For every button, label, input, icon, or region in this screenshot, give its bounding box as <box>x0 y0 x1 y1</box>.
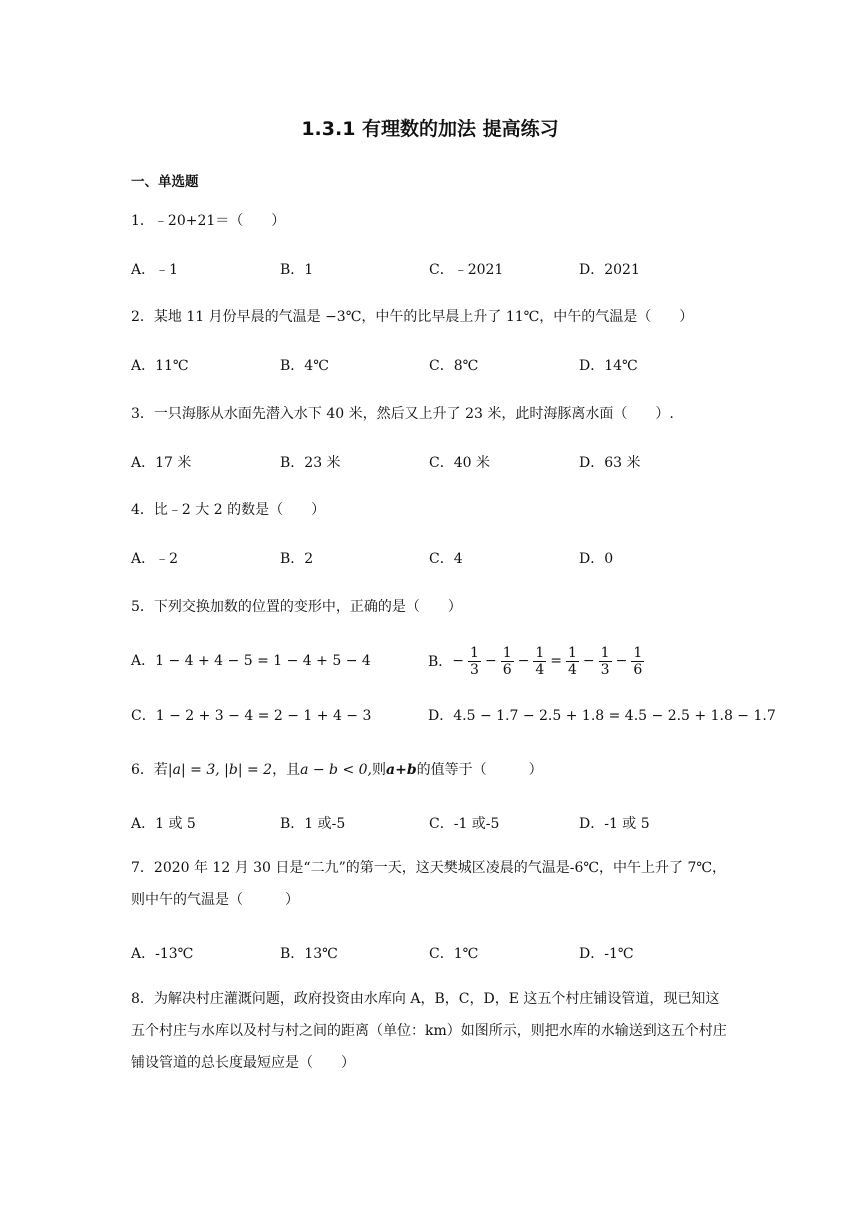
numerator: 1 <box>502 644 512 661</box>
fraction <box>468 645 481 678</box>
question-8: 8．为解决村庄灌溉问题，政府投资由水库向 A，B，C，D，E 这五个村庄铺设管道，现已知这五个村庄与水库以及村与村之间的距离（单位：km）如图所示，则把水库的水输送到这五个村庄铺设管道的总长度最短应是（ ） <box>131 991 727 1071</box>
denominator: 4 <box>568 661 577 678</box>
question-1: 1．﹣20+21＝（ ） <box>131 213 286 229</box>
option-b: B．13℃ <box>280 946 338 962</box>
question-1-options <box>131 260 751 280</box>
question-4-options <box>131 549 751 569</box>
option-a: A．1 − 4 + 4 − 5 = 1 − 4 + 5 − 4 <box>131 653 371 669</box>
option-c: C．4 <box>429 551 463 567</box>
minus-sign: − <box>615 653 628 669</box>
numerator: 1 <box>600 644 610 661</box>
option-a: A．17 米 <box>131 455 192 471</box>
equals-sign: = <box>550 653 562 669</box>
denominator: 6 <box>502 661 512 678</box>
minus-sign: − <box>484 653 497 669</box>
option-c: C．﹣2021 <box>429 262 504 278</box>
stem-text: ，且 <box>272 762 301 778</box>
section-heading: 一、单选题 <box>131 174 199 190</box>
option-b-label: B． <box>428 654 453 670</box>
fraction <box>501 645 514 678</box>
minus-sign: − <box>582 653 595 669</box>
option-b: B．2 <box>280 551 314 567</box>
minus-sign: − <box>517 653 530 669</box>
math-expression: a − b < 0, <box>300 762 373 778</box>
option-d: D．63 米 <box>579 455 641 471</box>
question-5: 5．下列交换加数的位置的变形中，正确的是（ ） <box>131 599 462 615</box>
question-2: 2．某地 11 月份早晨的气温是 −3℃，中午的比早晨上升了 11℃，中午的气温是（ ） <box>131 309 694 325</box>
numerator: 1 <box>470 644 479 661</box>
option-d: D．2021 <box>579 262 640 278</box>
question-6 <box>131 760 543 780</box>
question-2-options <box>131 356 751 376</box>
fraction <box>599 645 612 678</box>
option-b <box>428 639 646 683</box>
question-4: 4．比﹣2 大 2 的数是（ ） <box>131 502 326 518</box>
option-d: D．-1 或 5 <box>579 816 650 832</box>
fraction <box>566 645 579 678</box>
option-a: A．-13℃ <box>131 946 194 962</box>
question-6-options <box>131 814 751 834</box>
option-a: A．﹣2 <box>131 551 179 567</box>
numerator: 1 <box>535 644 545 661</box>
numerator: 1 <box>568 644 577 661</box>
option-b: B．4℃ <box>280 358 329 374</box>
question-7-options <box>131 944 751 964</box>
option-a: A．﹣1 <box>131 262 179 278</box>
denominator: 3 <box>470 661 479 678</box>
denominator: 4 <box>535 661 545 678</box>
option-a: A．11℃ <box>131 358 189 374</box>
option-b: B．1 <box>280 262 314 278</box>
stem-text: 6．若 <box>131 762 168 778</box>
option-b-equation <box>452 645 646 678</box>
option-a: A．1 或 5 <box>131 816 196 832</box>
denominator: 6 <box>633 661 643 678</box>
option-c: C．8℃ <box>429 358 479 374</box>
fraction <box>631 645 644 678</box>
question-3: 3．一只海豚从水面先潜入水下 40 米，然后又上升了 23 米，此时海豚离水面（ ）. <box>131 406 674 422</box>
fraction <box>533 645 546 678</box>
math-expression: a+b <box>386 762 417 778</box>
question-3-options <box>131 453 751 473</box>
math-expression: |a| = 3, |b| = 2 <box>167 762 273 778</box>
question-7: 7．2020 年 12 月 30 日是“二九”的第一天，这天樊城区凌晨的气温是-6℃，中午上升了 7℃，则中午的气温是（ ） <box>131 860 727 908</box>
option-d: D．-1℃ <box>579 946 634 962</box>
denominator: 3 <box>600 661 610 678</box>
minus-sign: − <box>452 653 465 669</box>
page-title: 1.3.1 有理数的加法 提高练习 <box>301 118 559 140</box>
option-d: D．14℃ <box>579 358 638 374</box>
stem-text: 则 <box>372 762 387 778</box>
option-c: C．40 米 <box>429 455 490 471</box>
stem-text: 的值等于（ ） <box>416 762 543 778</box>
question-5-options-cd <box>131 706 776 726</box>
numerator: 1 <box>633 644 643 661</box>
option-d: D．0 <box>579 551 614 567</box>
option-c: C．-1 或-5 <box>429 816 500 832</box>
option-b: B．1 或-5 <box>280 816 346 832</box>
option-c: C．1℃ <box>429 946 479 962</box>
option-d: D．4.5 − 1.7 − 2.5 + 1.8 = 4.5 − 2.5 + 1.8 − 1.7 <box>428 708 776 724</box>
option-b: B．23 米 <box>280 455 341 471</box>
option-c: C．1 − 2 + 3 − 4 = 2 − 1 + 4 − 3 <box>131 708 372 724</box>
